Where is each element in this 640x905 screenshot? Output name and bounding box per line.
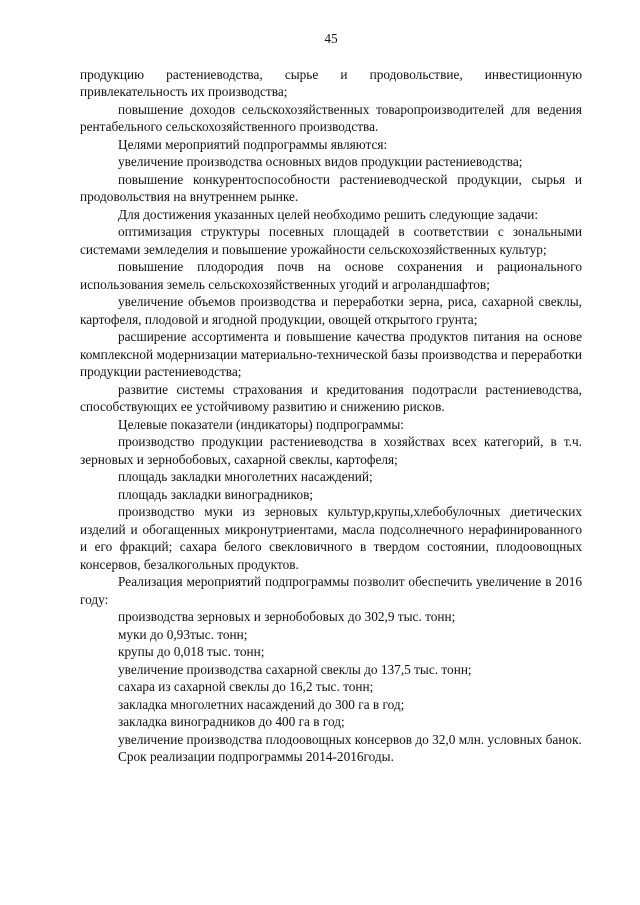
paragraph: закладка виноградников до 400 га в год; <box>118 714 345 729</box>
paragraph: Срок реализации подпрограммы 2014-2016годы. <box>118 749 394 764</box>
paragraph: увеличение объемов производства и переработки зерна, риса, сахарной свеклы, картофеля, плодовой и ягодной продукции, овощей открытого грунта; <box>80 294 582 327</box>
paragraph: оптимизация структуры посевных площадей в соответствии с зональными системами земледелия и повышение урожайности сельскохозяйственных культур; <box>80 224 582 257</box>
paragraph: крупы до 0,018 тыс. тонн; <box>118 644 265 659</box>
paragraph: муки до 0,93тыс. тонн; <box>118 626 248 642</box>
paragraph: расширение ассортимента и повышение качества продуктов питания на основе комплексной модернизации материально-технической базы производства и переработки продукции растениеводства; <box>80 329 582 379</box>
paragraph: производства зерновых и зернобобовых до 302,9 тыс. тонн; <box>118 609 456 624</box>
paragraph: увеличение производства основных видов продукции растениеводства; <box>118 154 523 169</box>
paragraph: Целевые показатели (индикаторы) подпрограммы: <box>118 416 404 432</box>
paragraph: Реализация мероприятий подпрограммы позволит обеспечить увеличение в 2016 году: <box>80 574 582 607</box>
paragraph: развитие системы страхования и кредитования подотрасли растениеводства, способствующих ее устойчивому развитию и снижению рисков. <box>80 381 582 414</box>
paragraph: сахара из сахарной свеклы до 16,2 тыс. тонн; <box>118 679 374 694</box>
paragraph: увеличение производства сахарной свеклы до 137,5 тыс. тонн; <box>118 661 472 677</box>
paragraph: повышение доходов сельскохозяйственных товаропроизводителей для ведения рентабельного сельскохозяйственного производства. <box>80 101 582 134</box>
paragraph: площадь закладки многолетних насаждений; <box>118 469 373 484</box>
paragraph: производство муки из зерновых культур,крупы,хлебобулочных диетических изделий и обогащенных микронутриентами, масла подсолнечного нерафинированного и его фракций; сахара белого свекловичного в твердом состоянии, плодоовощных консервов, безалкогольных продуктов. <box>80 504 582 572</box>
paragraph: повышение плодородия почв на основе сохранения и рационального использования земель сельскохозяйственных угодий и агроландшафтов; <box>80 259 582 292</box>
paragraph: Целями мероприятий подпрограммы являются: <box>118 136 388 152</box>
paragraph: увеличение производства плодоовощных консервов до 32,0 млн. условных банок. <box>118 731 582 747</box>
document-body <box>80 66 582 766</box>
paragraph: Для достижения указанных целей необходимо решить следующие задачи: <box>118 206 539 222</box>
paragraph: закладка многолетних насаждений до 300 га в год; <box>118 696 405 712</box>
paragraph: повышение конкурентоспособности растениеводческой продукции, сырья и продовольствия на внутреннем рынке. <box>80 171 582 204</box>
paragraph: продукцию растениеводства, сырье и продовольствие, инвестиционную привлекательность их производства; <box>80 66 582 99</box>
paragraph: производство продукции растениеводства в хозяйствах всех категорий, в т.ч. зерновых и зернобобовых, сахарной свеклы, картофеля; <box>80 434 582 467</box>
page-number: 45 <box>324 31 338 46</box>
paragraph: площадь закладки виноградников; <box>118 486 314 502</box>
